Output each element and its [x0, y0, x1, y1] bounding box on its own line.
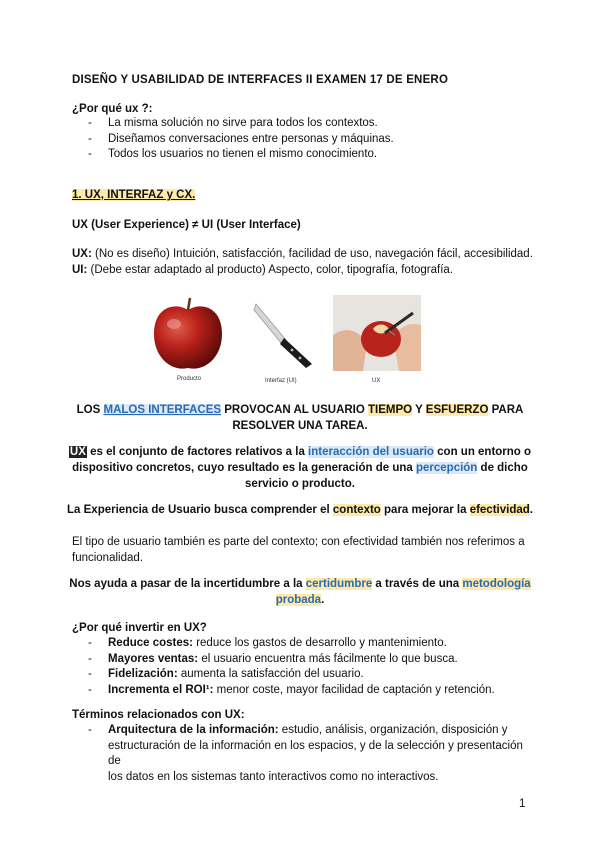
text-span: Y — [412, 404, 426, 416]
item-label: Fidelización: — [108, 668, 178, 681]
ux-badge: UX — [69, 446, 86, 458]
list-item — [88, 652, 495, 668]
document-title: DISEÑO Y USABILIDAD DE INTERFACES II EXAMEN 17 DE ENERO — [72, 74, 449, 86]
item-label: Mayores ventas: — [108, 652, 199, 665]
highlight-context: contexto — [332, 504, 381, 516]
certainty-paragraph — [60, 576, 540, 608]
text-span: Nos ayuda a pasar de la incertidumbre a la — [69, 578, 306, 590]
text-span: dispositivo concretos, cuyo resultado es la generación de una — [72, 462, 416, 474]
text-span: funcionalidad. — [72, 551, 143, 564]
highlight-interaction: interacción del usuario — [308, 446, 434, 458]
highlight-effort: ESFUERZO — [425, 404, 489, 416]
ux-definition — [72, 248, 533, 260]
list-item — [88, 723, 528, 785]
highlight-methodology: metodología — [462, 578, 531, 590]
why-ux-heading: ¿Por qué ux ?: — [72, 103, 153, 115]
apple-image — [146, 296, 230, 374]
item-text: el usuario encuentra más fácilmente lo que busca. — [198, 652, 458, 665]
item-text: menor coste, mayor facilidad de captación y retención. — [213, 683, 495, 696]
page-number: 1 — [519, 798, 526, 810]
knife-image — [250, 300, 318, 370]
list-item: - La misma solución no sirve para todos los contextos. — [88, 116, 394, 132]
invest-list — [88, 636, 495, 698]
ux-label: UX: — [72, 248, 92, 260]
ux-vs-ui-heading: UX (User Experience) ≠ UI (User Interface) — [72, 219, 301, 231]
list-item: - Diseñamos conversaciones entre personas y máquinas. — [88, 132, 394, 148]
text-span: . — [529, 504, 533, 516]
item-text: aumenta la satisfacción del usuario. — [177, 668, 364, 681]
item-label: Reduce costes: — [108, 637, 194, 649]
list-item — [88, 636, 495, 652]
highlight-proven: probada — [275, 594, 322, 606]
ui-label: UI: — [72, 264, 88, 276]
item-label: Arquitectura de la información: — [108, 724, 279, 736]
invest-heading: ¿Por qué invertir en UX? — [72, 622, 207, 634]
text-span: El tipo de usuario también es parte del contexto; con efectividad también nos referimos a — [72, 536, 525, 548]
ux-text: (No es diseño) Intuición, satisfacción, facilidad de uso, navegación fácil, accesibilidad. — [91, 248, 533, 260]
highlight-time: TIEMPO — [368, 404, 413, 416]
ui-definition — [72, 264, 453, 276]
section-heading — [72, 189, 195, 201]
item-text: estructuración de la información en los espacios, y de la selección y presentación de — [108, 739, 523, 768]
item-text: estudio, análisis, organización, disposición y — [278, 724, 508, 736]
terms-heading: Términos relacionados con UX: — [72, 709, 245, 721]
list-item — [88, 667, 495, 683]
text-span: LOS — [76, 404, 104, 416]
hands-cutting-apple-image — [333, 295, 421, 371]
section-heading-text: 1. UX, INTERFAZ y CX. — [72, 189, 196, 201]
highlight-perception: percepción — [415, 462, 478, 474]
text-span: para mejorar la — [380, 504, 470, 516]
context-note — [72, 535, 525, 566]
highlight-certainty: certidumbre — [305, 578, 373, 590]
highlight-effectiveness: efectividad — [469, 504, 530, 516]
caption-ux: UX — [372, 378, 381, 384]
list-item: - Todos los usuarios no tienen el mismo conocimiento. — [88, 147, 394, 163]
text-span: es el conjunto de factores relativos a la — [86, 446, 309, 458]
caption-interface: Interfaz (UI) — [265, 378, 297, 384]
list-item — [88, 683, 495, 699]
ux-goal-paragraph — [60, 504, 540, 516]
bad-interfaces-link[interactable]: MALOS INTERFACES — [103, 404, 222, 416]
item-text: los datos en los sistemas tanto interactivos como no interactivos. — [108, 770, 439, 783]
text-span: a través de una — [372, 578, 463, 590]
item-label: Incrementa el ROI¹: — [108, 683, 214, 696]
why-ux-list — [88, 116, 394, 163]
text-span: PARA — [488, 404, 524, 416]
item-text: reduce los gastos de desarrollo y mantenimiento. — [193, 637, 447, 649]
text-span: RESOLVER UNA TAREA. — [232, 420, 368, 432]
caption-product: Producto — [177, 376, 202, 382]
text-span: . — [321, 594, 325, 606]
text-span: La Experiencia de Usuario busca comprender el — [67, 504, 333, 516]
text-span: servicio o producto. — [245, 478, 355, 490]
ux-definition-paragraph — [60, 444, 540, 492]
bad-interfaces-paragraph — [60, 402, 540, 434]
ui-text: (Debe estar adaptado al producto) Aspecto, color, tipografía, fotografía. — [87, 264, 454, 276]
terms-list — [88, 723, 528, 785]
text-span: de dicho — [477, 462, 528, 474]
text-span: con un entorno o — [433, 446, 532, 458]
text-span: PROVOCAN AL USUARIO — [221, 404, 369, 416]
